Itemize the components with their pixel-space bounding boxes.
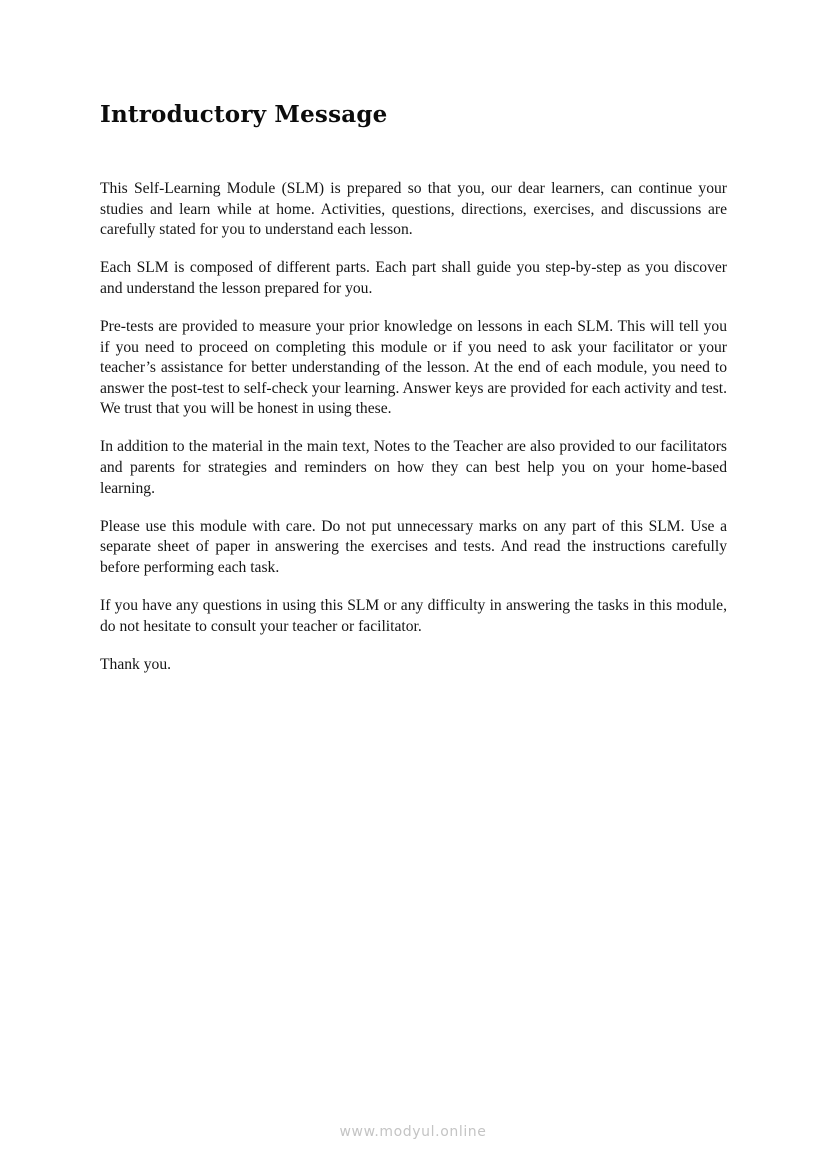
document-body [100,179,727,693]
paragraph-slm-parts: Each SLM is composed of different parts. Each part shall guide you step-by-step as you discover and understand the lesson prepared for you. [100,259,727,297]
page-title: Introductory Message [100,101,388,128]
paragraph-questions: If you have any questions in using this SLM or any difficulty in answering the tasks in this module, do not hesitate to consult your teacher or facilitator. [100,597,727,635]
watermark: www.modyul.online [339,1124,487,1140]
paragraph-care-instructions: Please use this module with care. Do not put unnecessary marks on any part of this SLM. Use a separate sheet of paper in answering the exercises and tests. And read the instructions carefully before performing each task. [100,517,727,576]
paragraph-notes-to-teacher: In addition to the material in the main text, Notes to the Teacher are also provided to our facilitators and parents for strategies and reminders on how they can best help you on your home-based learning. [100,438,727,497]
paragraph-pre-tests: Pre-tests are provided to measure your prior knowledge on lessons in each SLM. This will tell you if you need to proceed on completing this module or if you need to ask your facilitator or your teacher’s assistance for better understanding of the lesson. At the end of each module, you need to answer the post-test to self-check your learning. Answer keys are provided for each activity and test. We trust that you will be honest in using these. [100,317,727,418]
paragraph-intro: This Self-Learning Module (SLM) is prepared so that you, our dear learners, can continue your studies and learn while at home. Activities, questions, directions, exercises, and discussions are carefully stated for you to understand each lesson. [100,180,727,239]
paragraph-thank-you: Thank you. [100,655,172,673]
